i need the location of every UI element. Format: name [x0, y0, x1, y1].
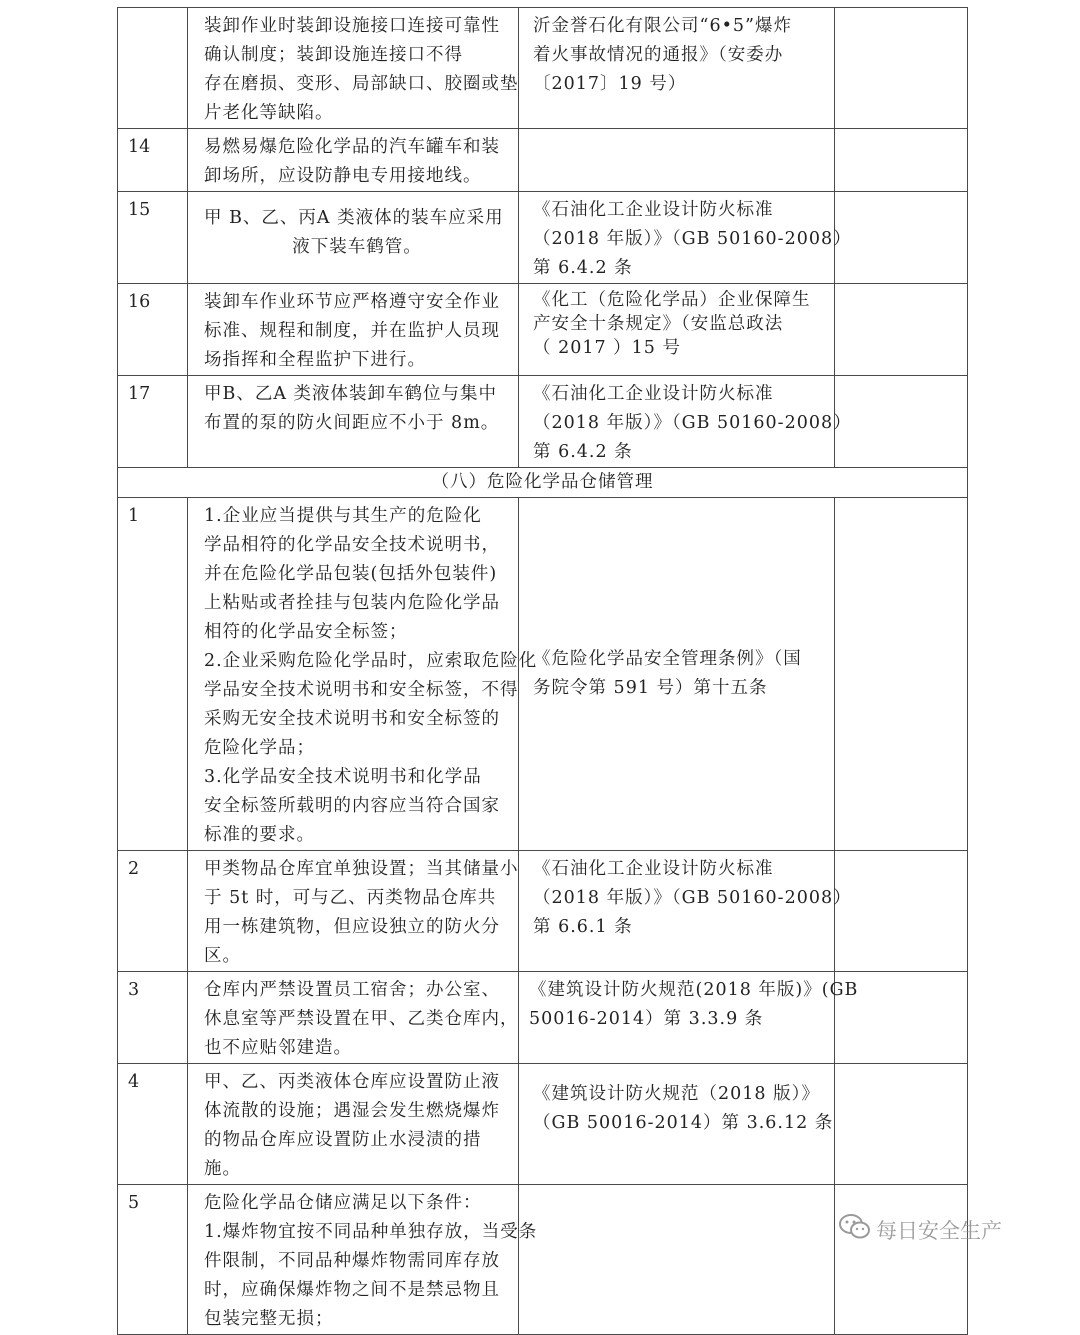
- requirement-cell: 仓库内严禁设置员工宿舍；办公室、 休息室等严禁设置在甲、乙类仓库内， 也不应贴邻建造。: [188, 972, 519, 1064]
- row-number: [118, 8, 188, 129]
- table-row: [118, 1064, 968, 1185]
- basis-cell: 《石油化工企业设计防火标准 （2018 年版）》（GB 50160-2008） 第 6.4.2 条: [519, 376, 835, 468]
- note-cell: [835, 1064, 968, 1185]
- basis-cell: 《危险化学品安全管理条例》（国 务院令第 591 号）第十五条: [519, 498, 835, 851]
- row-number: 15: [118, 192, 188, 284]
- wechat-icon: [838, 1212, 876, 1247]
- row-number: 4: [118, 1064, 188, 1185]
- row-number: 5: [118, 1185, 188, 1335]
- basis-cell: [519, 129, 835, 192]
- watermark-text: 每日安全生产: [876, 1218, 1002, 1243]
- watermark: [838, 1212, 1002, 1247]
- basis-cell: 《化工（危险化学品）企业保障生 产安全十条规定》（安监总政法 （ 2017 ）15 号: [519, 284, 835, 376]
- row-number: 2: [118, 851, 188, 972]
- requirement-cell: 甲 B、乙、丙A 类液体的装车应采用 液下装车鹤管。: [188, 192, 519, 284]
- table-row: [118, 376, 968, 468]
- note-cell: [835, 8, 968, 129]
- note-cell: [835, 192, 968, 284]
- table-row: [118, 8, 968, 129]
- basis-cell: 《建筑设计防火规范（2018 版）》 （GB 50016-2014）第 3.6.12 条: [519, 1064, 835, 1185]
- table-row: [118, 851, 968, 972]
- requirement-cell: 甲B、乙A 类液体装卸车鹤位与集中 布置的泵的防火间距应不小于 8m。: [188, 376, 519, 468]
- section-header-row: [118, 468, 968, 498]
- basis-cell: 《建筑设计防火规范(2018 年版)》(GB 50016-2014）第 3.3.9 条: [519, 972, 835, 1064]
- basis-cell: 《石油化工企业设计防火标准 （2018 年版）》（GB 50160-2008） 第 6.4.2 条: [519, 192, 835, 284]
- row-number: 3: [118, 972, 188, 1064]
- requirement-cell: 1.企业应当提供与其生产的危险化 学品相符的化学品安全技术说明书， 并在危险化学品包装(包括外包装件) 上粘贴或者拴挂与包装内危险化学品 相符的化学品安全标签； 2.企业采购危险化学品时，应索取危险化 学品安全技术说明书和安全标签，不得 采购无安全技术说明书和安全标签的 危险化学品； 3.化学品安全技术说明书和化学品 安全标签所载明的内容应当符合国家 标准的要求。: [188, 498, 519, 851]
- requirement-cell: 装卸作业时装卸设施接口连接可靠性 确认制度；装卸设施连接口不得 存在磨损、变形、局部缺口、胶圈或垫 片老化等缺陷。: [188, 8, 519, 129]
- section-title: （八）危险化学品仓储管理: [118, 468, 968, 498]
- note-cell: [835, 129, 968, 192]
- note-cell: [835, 851, 968, 972]
- note-cell: [835, 284, 968, 376]
- row-number: 14: [118, 129, 188, 192]
- regulation-table: [117, 7, 968, 1335]
- basis-cell: [519, 1185, 835, 1335]
- table-row: [118, 192, 968, 284]
- row-number: 1: [118, 498, 188, 851]
- requirement-cell: 装卸车作业环节应严格遵守安全作业 标准、规程和制度，并在监护人员现 场指挥和全程监护下进行。: [188, 284, 519, 376]
- note-cell: [835, 1185, 968, 1335]
- requirement-cell: 易燃易爆危险化学品的汽车罐车和装 卸场所，应设防静电专用接地线。: [188, 129, 519, 192]
- table-row: [118, 498, 968, 851]
- row-number: 16: [118, 284, 188, 376]
- requirement-cell: 甲类物品仓库宜单独设置；当其储量小 于 5t 时，可与乙、丙类物品仓库共 用一栋建筑物，但应设独立的防火分 区。: [188, 851, 519, 972]
- row-number: 17: [118, 376, 188, 468]
- table-row: [118, 1185, 968, 1335]
- note-cell: [835, 498, 968, 851]
- table-row: [118, 972, 968, 1064]
- table-row: [118, 129, 968, 192]
- basis-cell: 《石油化工企业设计防火标准 （2018 年版）》（GB 50160-2008） 第 6.6.1 条: [519, 851, 835, 972]
- note-cell: [835, 376, 968, 468]
- requirement-cell: 危险化学品仓储应满足以下条件： 1.爆炸物宜按不同品种单独存放，当受条 件限制，不同品种爆炸物需同库存放 时，应确保爆炸物之间不是禁忌物且 包装完整无损；: [188, 1185, 519, 1335]
- table-row: [118, 284, 968, 376]
- requirement-cell: 甲、乙、丙类液体仓库应设置防止液 体流散的设施；遇湿会发生燃烧爆炸 的物品仓库应设置防止水浸渍的措 施。: [188, 1064, 519, 1185]
- basis-cell: 沂金誉石化有限公司“6•5”爆炸 着火事故情况的通报》（安委办 〔2017〕19 号）: [519, 8, 835, 129]
